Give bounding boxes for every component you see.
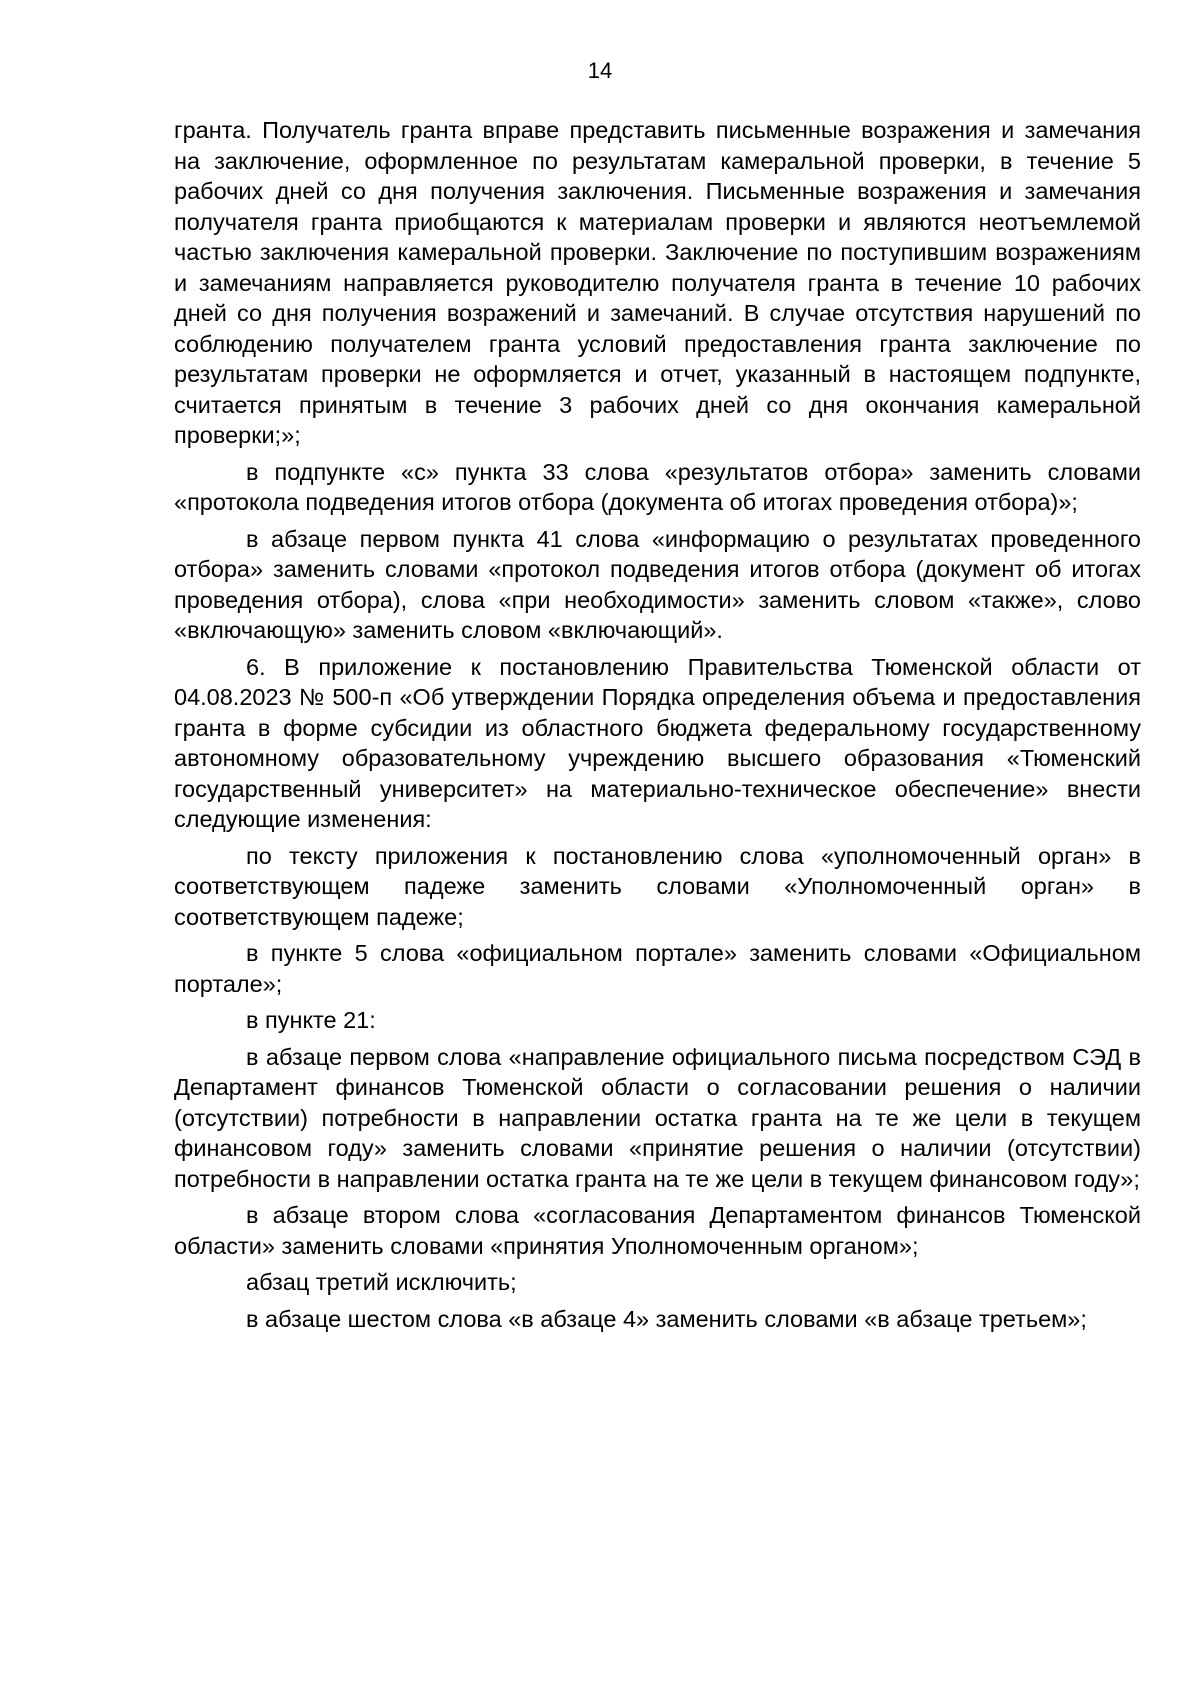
paragraph: абзац третий исключить; (246, 1269, 517, 1295)
paragraph: в абзаце втором слова «согласования Департаментом финансов Тюменской области» заменить словами «принятия Уполномоченным органом»; (174, 1202, 1141, 1259)
paragraph: по тексту приложения к постановлению слова «уполномоченный орган» в соответствующем падеже заменить словами «Уполномоченный орган» в соответствующем падеже; (174, 842, 1141, 930)
paragraph: в подпункте «с» пункта 33 слова «результатов отбора» заменить словами «протокола подведения итогов отбора (документа об итогах проведения отбора)»; (174, 458, 1141, 515)
page-number: 14 (587, 58, 613, 83)
paragraph-item-6: 6. В приложение к постановлению Правительства Тюменской области от 04.08.2023 № 500-п «Об утверждении Порядка определения объема и предоставления гранта в форме субсидии из областного бюджета федеральному государственному автономному образовательному учреждению высшего образования «Тюменский государственный университет» на материально-техническое обеспечение» внести следующие изменения: (174, 653, 1141, 832)
paragraph: в абзаце первом слова «направление официального письма посредством СЭД в Департамент финансов Тюменской области о согласовании решения о наличии (отсутствии) потребности в направлении остатка гранта на те же цели в текущем финансовом году» заменить словами «принятие решения о наличии (отсутствии) потребности в направлении остатка гранта на те же цели в текущем финансовом году»; (174, 1043, 1141, 1192)
paragraph: в абзаце первом пункта 41 слова «информацию о результатах проведенного отбора» заменить словами «протокол подведения итогов отбора (документ об итогах проведения отбора), слова «при необходимости» заменить словом «также», слово «включающую» заменить словом «включающий». (174, 525, 1141, 643)
document-body (174, 115, 1141, 1340)
paragraph: в абзаце шестом слова «в абзаце 4» заменить словами «в абзаце третьем»; (246, 1305, 1087, 1332)
paragraph: в пункте 5 слова «официальном портале» заменить словами «Официальном портале»; (174, 940, 1141, 997)
paragraph-continuation: гранта. Получатель гранта вправе представить письменные возражения и замечания на заключение, оформленное по результатам камеральной проверки, в течение 5 рабочих дней со дня получения заключения. Письменные возражения и замечания получателя гранта приобщаются к материалам проверки и являются неотъемлемой частью заключения камеральной проверки. Заключение по поступившим возражениям и замечаниям направляется руководителю получателя гранта в течение 10 рабочих дней со дня получения возражений и замечаний. В случае отсутствия нарушений по соблюдению получателем гранта условий предоставления гранта заключение по результатам проверки не оформляется и отчет, указанный в настоящем подпункте, считается принятым в течение 3 рабочих дней со дня окончания камеральной проверки;»; (174, 117, 1141, 448)
paragraph: в пункте 21: (246, 1007, 376, 1033)
